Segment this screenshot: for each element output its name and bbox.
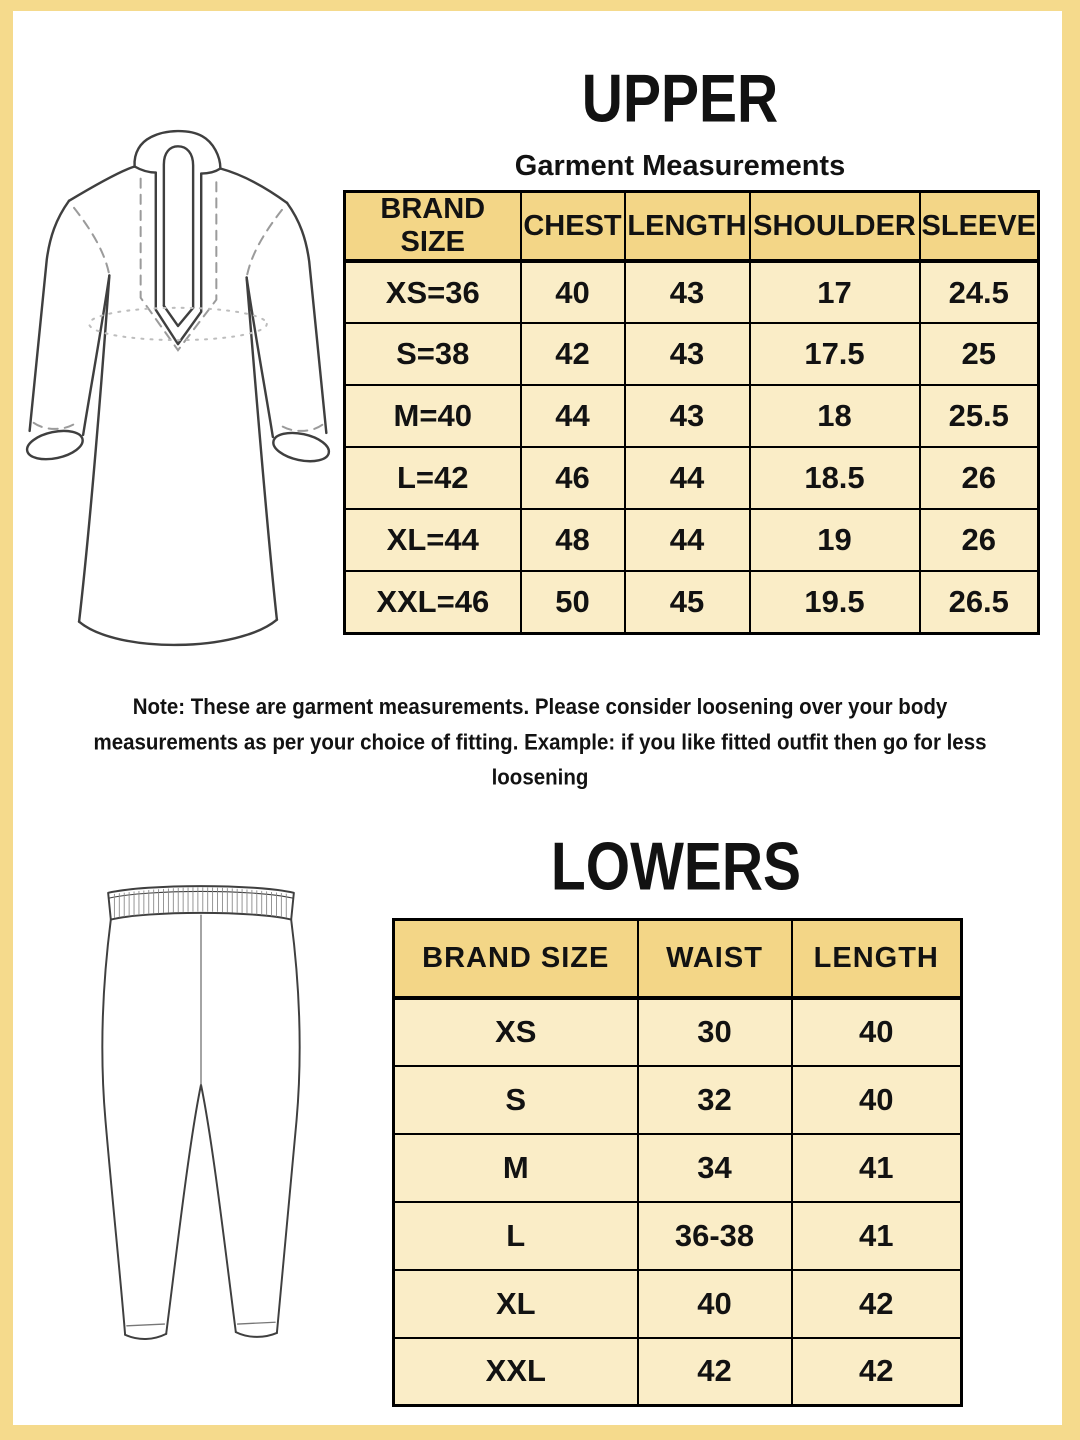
table-cell: 19.5 [750,571,920,633]
table-cell: L=42 [345,447,521,509]
right-cuff [271,428,332,465]
table-cell: 41 [792,1202,962,1270]
table-row [394,998,962,1066]
table-cell: L [394,1202,638,1270]
table-cell: 36-38 [638,1202,792,1270]
upper-table-body [345,261,1039,633]
table-cell: 43 [625,323,750,385]
table-cell: 42 [521,323,625,385]
table-cell: XL=44 [345,509,521,571]
table-cell: 50 [521,571,625,633]
table-cell: XS=36 [345,261,521,323]
lowers-table-body [394,998,962,1406]
table-row [394,1202,962,1270]
table-row [345,509,1039,571]
collar [134,131,220,168]
table-cell: 34 [638,1134,792,1202]
column-header: BRAND SIZE [394,920,638,998]
table-cell: M=40 [345,385,521,447]
table-cell: 26 [920,509,1039,571]
column-header: LENGTH [792,920,962,998]
table-cell: XL [394,1270,638,1338]
table-cell: 24.5 [920,261,1039,323]
table-cell: 46 [521,447,625,509]
table-cell: 45 [625,571,750,633]
table-cell: 18.5 [750,447,920,509]
table-cell: 40 [792,1066,962,1134]
upper-subtitle: Garment Measurements [514,150,846,182]
table-row [345,385,1039,447]
table-cell: 42 [792,1338,962,1406]
table-cell: 43 [625,385,750,447]
table-cell: S [394,1066,638,1134]
right-leg-outer [277,920,300,1333]
right-sleeve-inner [247,278,273,437]
table-cell: 26.5 [920,571,1039,633]
kurta-solid-lines [24,131,331,645]
table-row [394,1270,962,1338]
body-left [79,276,109,622]
left-sleeve-outer [30,201,69,431]
table-cell: 25 [920,323,1039,385]
table-cell: 32 [638,1066,792,1134]
kurta-seam-dashes [34,179,323,431]
table-row [345,323,1039,385]
left-leg-inner [166,1085,201,1334]
table-cell: 44 [521,385,625,447]
table-row [345,571,1039,633]
placket [156,173,201,345]
table-row [394,1066,962,1134]
left-ankle [125,1334,166,1339]
table-row [345,261,1039,323]
upper-header-row [345,192,1039,262]
table-cell: 43 [625,261,750,323]
table-cell: M [394,1134,638,1202]
table-cell: 41 [792,1134,962,1202]
lowers-header-row [394,920,962,998]
table-cell: XXL [394,1338,638,1406]
table-cell: 40 [792,998,962,1066]
table-cell: XXL=46 [345,571,521,633]
table-cell: 25.5 [920,385,1039,447]
column-header: CHEST [521,192,625,262]
left-leg-outer [102,920,125,1335]
table-row [394,1338,962,1406]
table-cell: 26 [920,447,1039,509]
table-cell: XS [394,998,638,1066]
upper-size-table [343,190,1040,635]
lowers-title: LOWERS [550,829,802,905]
column-header: BRAND SIZE [345,192,521,262]
lowers-size-table [392,918,963,1407]
column-header: SLEEVE [920,192,1039,262]
table-cell: S=38 [345,323,521,385]
upper-title: UPPER [581,61,779,137]
hem [79,620,277,645]
table-cell: 17.5 [750,323,920,385]
column-header: LENGTH [625,192,750,262]
table-cell: 30 [638,998,792,1066]
table-cell: 48 [521,509,625,571]
table-row [394,1134,962,1202]
right-leg-inner [201,1085,236,1332]
right-ankle [236,1332,277,1337]
right-sleeve-outer [287,203,326,433]
pants-detail-lines [127,915,275,1326]
kurta-illustration [14,112,344,657]
body-right [247,278,277,620]
table-row [345,447,1039,509]
table-cell: 42 [638,1338,792,1406]
table-cell: 17 [750,261,920,323]
table-cell: 42 [792,1270,962,1338]
column-header: WAIST [638,920,792,998]
pants-illustration [36,866,366,1366]
left-cuff [24,426,85,463]
table-cell: 44 [625,509,750,571]
left-sleeve-inner [83,276,109,435]
measurement-note: Note: These are garment measurements. Please consider loosening over your body measurements as per your choice of fitting. Example: if you like fitted outfit then go for less loosening [93,694,987,790]
table-cell: 40 [521,261,625,323]
table-cell: 44 [625,447,750,509]
table-cell: 40 [638,1270,792,1338]
column-header: SHOULDER [750,192,920,262]
table-cell: 18 [750,385,920,447]
table-cell: 19 [750,509,920,571]
